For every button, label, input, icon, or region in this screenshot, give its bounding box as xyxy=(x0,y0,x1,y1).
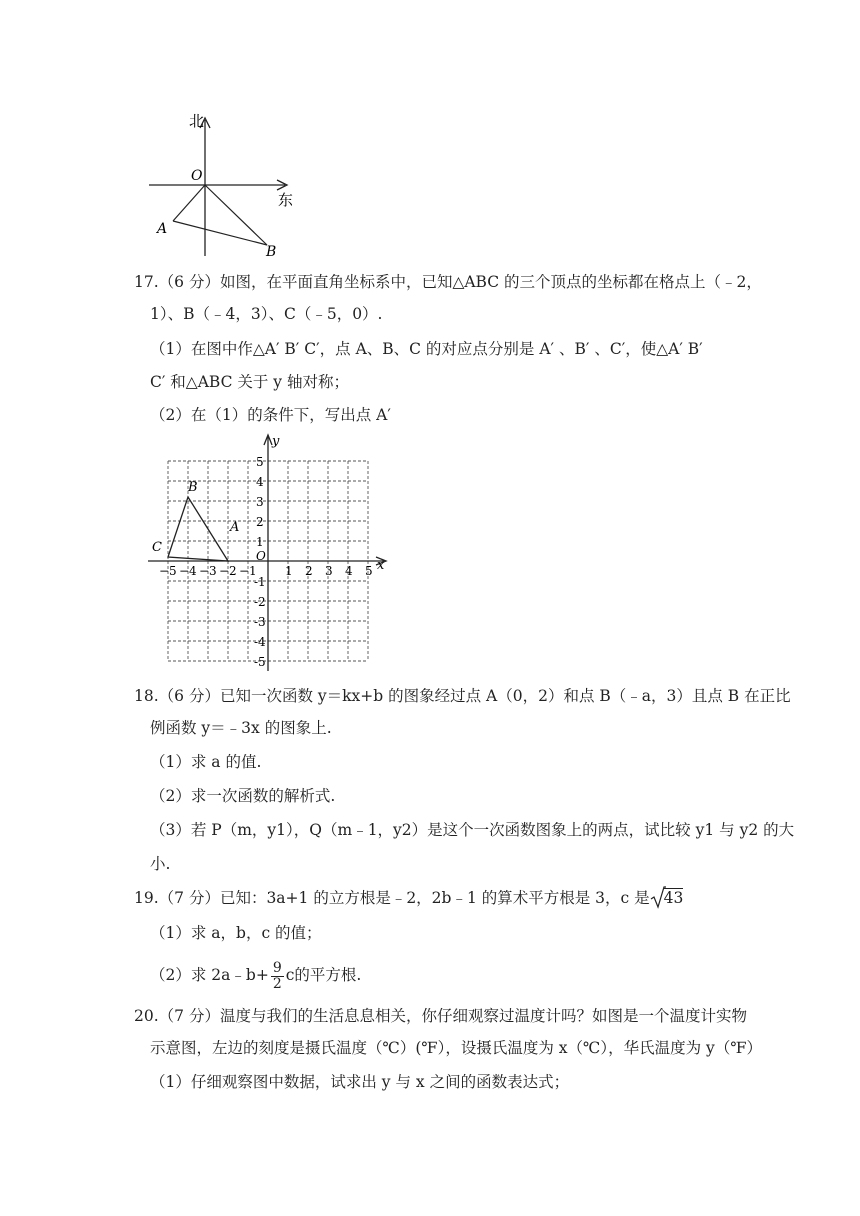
x-tick-label: 4 xyxy=(345,564,353,578)
grid-origin-label: O xyxy=(256,549,266,563)
y-tick-label: 3 xyxy=(256,495,264,509)
x-tick-label: 2 xyxy=(305,564,313,578)
x-tick-label: 5 xyxy=(365,564,373,578)
x-tick-label: 3 xyxy=(325,564,333,578)
q17-line1: 17.（6 分）如图，在平面直角坐标系中，已知△ABC 的三个顶点的坐标都在格点上（﹣2， xyxy=(134,273,762,291)
y-axis-label: y xyxy=(272,434,280,449)
q18-line2: 例函数 y＝﹣3x 的图象上. xyxy=(150,719,332,737)
grid-point-c-label: C xyxy=(152,540,162,555)
y-tick-label: -5 xyxy=(254,655,266,669)
triangle-abc xyxy=(168,497,228,561)
x-tick-label: −5 xyxy=(159,564,177,578)
sqrt-value: 43 xyxy=(663,889,684,907)
east-label: 东 xyxy=(278,191,294,209)
q19-line1 xyxy=(134,888,683,908)
q18-part2: （2）求一次函数的解析式. xyxy=(150,787,336,805)
point-a-label: A xyxy=(157,221,168,237)
point-b-label: B xyxy=(266,244,277,260)
q19-part2-suffix: 的平方根. xyxy=(294,966,362,984)
q17-part1-line1: （1）在图中作△A′ B′ C′，点 A、B、C 的对应点分别是 A′ 、B′ 、C′，使△A′ B′ xyxy=(150,340,703,358)
y-tick-label: 4 xyxy=(256,475,264,489)
north-label: 北 xyxy=(189,112,205,130)
q20-part1: （1）仔细观察图中数据，试求出 y 与 x 之间的函数表达式； xyxy=(150,1073,570,1091)
y-tick-label: 1 xyxy=(256,535,264,549)
fraction-numerator: 9 xyxy=(272,959,282,976)
q19-part2 xyxy=(150,958,361,992)
y-tick-label: -2 xyxy=(254,595,266,609)
q17-part2: （2）在（1）的条件下，写出点 A′ xyxy=(150,406,391,424)
x-tick-label: −2 xyxy=(219,564,237,578)
compass-figure xyxy=(145,108,305,263)
q17-part1-line2: C′ 和△ABC 关于 y 轴对称； xyxy=(150,373,349,391)
q18-part3-line2: 小. xyxy=(150,855,171,873)
q18-part1: （1）求 a 的值. xyxy=(150,753,262,771)
grid-point-a-label: A xyxy=(230,520,240,535)
y-tick-label: -4 xyxy=(254,635,266,649)
q20-line1: 20.（7 分）温度与我们的生活息息相关，你仔细观察过温度计吗？如图是一个温度计实物 xyxy=(134,1007,747,1025)
q19-part2-var: c xyxy=(285,966,295,984)
q19-line1-text: 19.（7 分）已知：3a+1 的立方根是﹣2，2b﹣1 的算术平方根是 3，c 是 xyxy=(134,889,650,907)
q20-line2: 示意图，左边的刻度是摄氏温度（℃）(℉），设摄氏温度为 x（℃），华氏温度为 y（℉） xyxy=(150,1039,763,1057)
x-tick-label: −1 xyxy=(239,564,257,578)
q19-part2-prefix: （2）求 2a﹣b+ xyxy=(150,966,269,984)
y-tick-label: 2 xyxy=(256,515,264,529)
fraction-denominator: 2 xyxy=(272,975,282,992)
q18-part3-line1: （3）若 P（m，y1），Q（m﹣1，y2）是这个一次函数图象上的两点，试比较 y1 与 y2 的大 xyxy=(150,821,795,839)
origin-label: O xyxy=(191,168,203,184)
x-tick-label: 1 xyxy=(285,564,293,578)
q18-line1: 18.（6 分）已知一次函数 y＝kx+b 的图象经过点 A（0，2）和点 B（﹣a，3）且点 B 在正比 xyxy=(134,687,791,705)
y-tick-label: -3 xyxy=(254,615,266,629)
q19-part1: （1）求 a，b，c 的值； xyxy=(150,924,322,942)
x-tick-label: −4 xyxy=(179,564,197,578)
x-axis-label: x xyxy=(377,558,385,573)
grid-point-b-label: B xyxy=(188,480,198,495)
sqrt-expression xyxy=(650,888,684,908)
fraction-nine-halves xyxy=(271,961,284,992)
y-tick-label: 5 xyxy=(256,455,264,469)
y-tick-label: -1 xyxy=(254,575,266,589)
q17-line2: 1）、B（﹣4，3）、C（﹣5，0）. xyxy=(150,305,383,323)
coordinate-grid-figure xyxy=(148,433,393,673)
x-tick-label: −3 xyxy=(199,564,217,578)
